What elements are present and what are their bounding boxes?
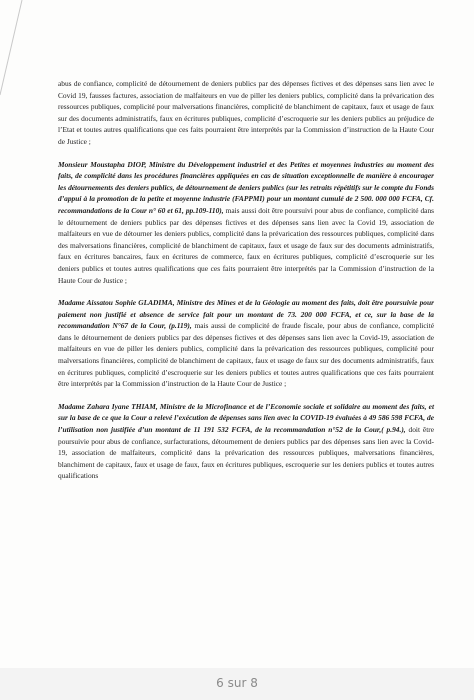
paragraph-moustapha-diop bbox=[58, 159, 434, 287]
paragraph-lead: Monsieur Moustapha DIOP, Ministre du Développement industriel et des Petites et moyennes industries au moment des faits, de complicité dans les procédures financières appliquées en cas de situation exceptionnelle de manière à encourager les détournements des deniers publics, de détournement de deniers publics (sur les retraits répétitifs sur le compte du Fonds d’appui à la promotion de la petite et moyenne industrie (FAPPMI) pour un montant cumulé de 2 500. 000 000 FCFA, Cf. recommandations de la Cour n° 60 et 61, pp.109-110), bbox=[58, 159, 434, 215]
paragraph-text: mais aussi de complicité de fraude fiscale, pour abus de confiance, complicité dans le détournement de deniers publics par des dépenses fictives et des dépenses sans lien avec la Covid-19, association de malfaiteurs en vue de piller les deniers publics, complicité dans la prévarication des ressources publiques, complicité pour malversations financières, complicité de blanchiment de capitaux, faux et usage de faux sur des documents administratifs, faux en écritures publiques, complicité d’escroquerie sur les deniers publics et toutes autres qualifications que ces faits pourraient être interprétés par la Commission d’instruction de la Haute Cour de Justice ; bbox=[58, 321, 434, 389]
paragraph-zahara-iyane-thiam bbox=[58, 401, 434, 482]
page-indicator: 6 sur 8 bbox=[216, 676, 258, 690]
paragraph-text: doit être poursuivie pour abus de confiance, surfacturations, détournement de deniers publics par des dépenses sans lien avec la Covid-19, association de malfaiteurs, complicité dans la prévarication des ressources publiques, malversations financières, blanchiment de capitaux, faux et usage de faux, faux en écritures publiques, escroquerie sur les deniers publics et toutes autres qualifications bbox=[58, 425, 434, 481]
paragraph-lead: Madame Aissatou Sophie GLADIMA, Ministre des Mines et de la Géologie au moment des faits, doit être poursuivie pour paiement non justifié et absence de service fait pour un montant de 73. 200 000 FCFA, et ce, sur la base de la recommandation N°67 de la Cour, (p.119), bbox=[58, 298, 434, 331]
paragraph-continuation bbox=[58, 78, 434, 148]
paragraph-lead: Madame Zahara Iyane THIAM, Ministre de la Microfinance et de l’Economie sociale et solidaire au moment des faits, et sur la base de ce que la Cour a relevé l’exécution de dépenses sans lien avec la COVID-19 évaluées à 49 586 598 FCFA, de l’utilisation non justifiée d’un montant de 11 191 532 FCFA, de la recommandation n°52 de la Cour,( p.94.), bbox=[58, 401, 434, 435]
paragraph-aissatou-sophie-gladima bbox=[58, 297, 434, 390]
document-body bbox=[58, 78, 434, 493]
page-indicator-bar bbox=[0, 668, 474, 700]
paragraph-text: abus de confiance, complicité de détournement de deniers publics par des dépenses fictives et des dépenses sans lien avec le Covid 19, fausses factures, association de malfaiteurs en vue de piller les deniers publics, complicité dans la prévarication des ressources publiques, complicité pour malversations financières, complicité de blanchiment de capitaux, faux et usage de faux sur des documents administratifs, faux en écritures publiques, complicité d’escroquerie sur les deniers publics au préjudice de l’Etat et toutes autres qualifications que ces faits pourraient être interprétés par la Commission d’instruction de la Haute Cour de Justice ; bbox=[58, 79, 434, 146]
paragraph-text: mais aussi doit être poursuivi pour abus de confiance, complicité dans le détournement de deniers publics par des dépenses fictives et des dépenses sans lien avec la Covid 19, association de malfaiteurs en vue de détourner les deniers publics, complicité dans la prévarication des ressources publiques, complicité dans des malversations financières, complicité de blanchiment de capitaux, faux et usage de faux sur des documents administratifs, faux en écritures bancaires, faux en écritures de commerce, faux en écritures publiques, complicité d’escroquerie sur les deniers publics et toutes autres qualifications que ces faits pourraient être interprétés par la Commission d’instruction de la Haute Cour de Justice ; bbox=[58, 205, 435, 285]
